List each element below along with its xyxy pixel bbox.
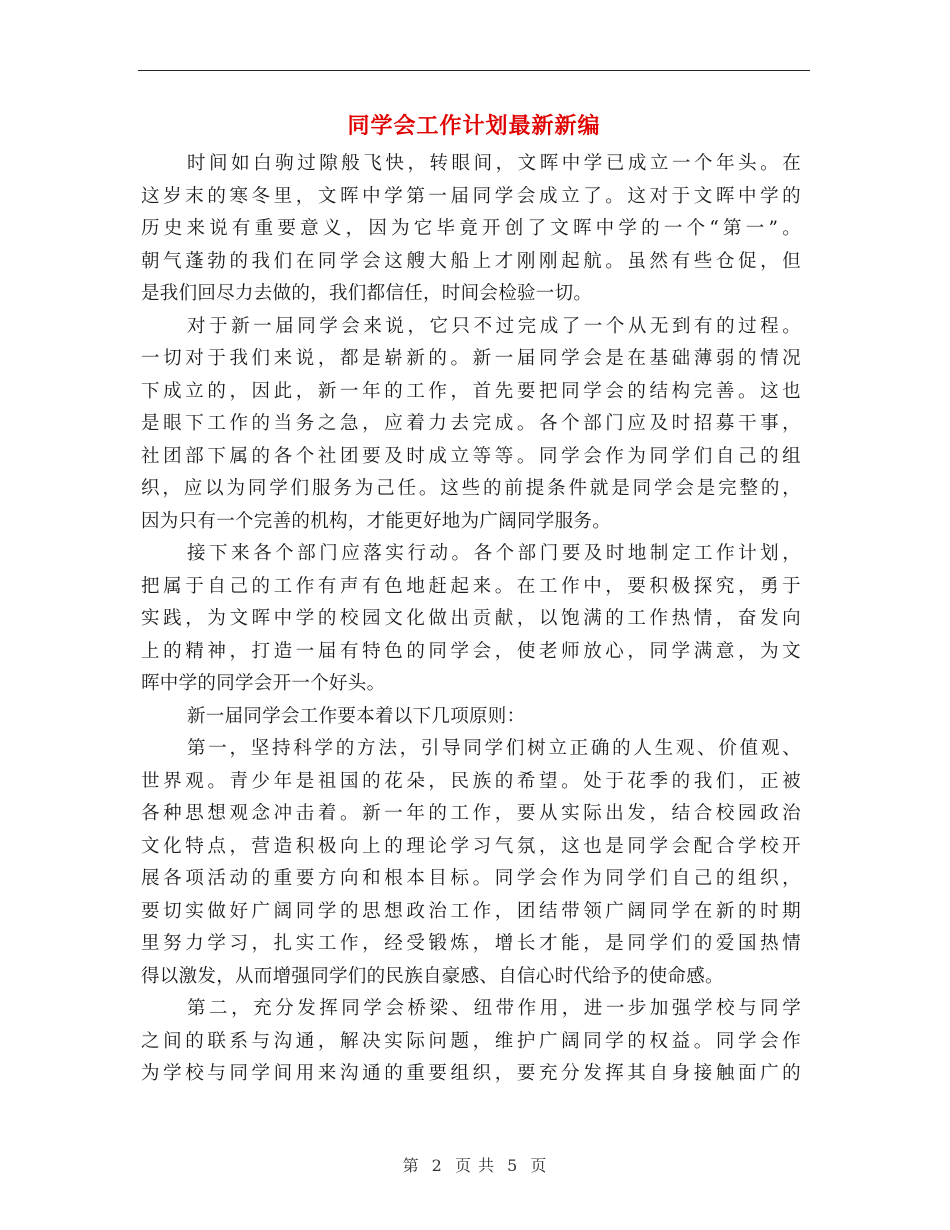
text-line: 历史来说有重要意义，因为它毕竟开创了文晖中学的一个“第一”。 (141, 218, 801, 239)
text-line: 里努力学习，扎实工作，经受锻炼，增长才能，是同学们的爱国热情 (141, 933, 801, 954)
text-line: 得以激发，从而增强同学们的民族自豪感、自信心时代给予的使命感。 (141, 965, 724, 987)
text-line: 各种思想观念冲击着。新一年的工作，要从实际出发，结合校园政治 (141, 803, 801, 824)
text-line: 社团部下属的各个社团要及时成立等等。同学会作为同学们自己的组 (141, 445, 801, 467)
document-title: 同学会工作计划最新新编 (347, 113, 601, 139)
page-footer (0, 1153, 950, 1176)
text-line: 上的精神，打造一届有特色的同学会，使老师放心，同学满意，为文 (141, 640, 801, 662)
header-rule (138, 70, 810, 71)
text-line: 是我们回尽力去做的，我们都信任，时间会检验一切。 (141, 283, 593, 304)
text-line: 第一，坚持科学的方法，引导同学们树立正确的人生观、价值观、 (187, 738, 801, 759)
text-line: 对于新一届同学会来说，它只不过完成了一个从无到有的过程。 (187, 315, 801, 337)
text-line: 实践，为文晖中学的校园文化做出贡献，以饱满的工作热情，奋发向 (141, 608, 801, 629)
text-line: 世界观。青少年是祖国的花朵，民族的希望。处于花季的我们，正被 (141, 770, 801, 792)
text-line: 新一届同学会工作要本着以下几项原则： (187, 705, 526, 727)
text-line: 之间的联系与沟通，解决实际问题，维护广阔同学的权益。同学会作 (141, 1030, 801, 1052)
footer-total-pages: 5 (507, 1156, 519, 1175)
text-line: 第二，充分发挥同学会桥梁、纽带作用，进一步加强学校与同学 (187, 998, 801, 1019)
footer-page-number: 2 (431, 1156, 443, 1175)
text-line: 晖中学的同学会开一个好头。 (141, 673, 386, 694)
document-body (141, 148, 801, 1091)
text-line: 朝气蓬勃的我们在同学会这艘大船上才刚刚起航。虽然有些仓促，但 (141, 250, 801, 272)
footer-prefix: 第 (402, 1156, 420, 1175)
text-line: 时间如白驹过隙般飞快，转眼间，文晖中学已成立一个年头。在 (187, 153, 801, 174)
text-line: 一切对于我们来说，都是崭新的。新一届同学会是在基础薄弱的情况 (141, 348, 801, 369)
text-line: 展各项活动的重要方向和根本目标。同学会作为同学们自己的组织， (141, 868, 801, 889)
text-line: 把属于自己的工作有声有色地赶起来。在工作中，要积极探究，勇于 (141, 575, 801, 597)
footer-middle: 页 共 (454, 1156, 496, 1175)
text-line: 下成立的，因此，新一年的工作，首先要把同学会的结构完善。这也 (141, 380, 801, 402)
text-line: 织，应以为同学们服务为己任。这些的前提条件就是同学会是完整的， (141, 478, 801, 499)
footer-suffix: 页 (530, 1156, 548, 1175)
text-line: 要切实做好广阔同学的思想政治工作，团结带领广阔同学在新的时期 (141, 900, 801, 922)
text-line: 文化特点，营造积极向上的理论学习气氛，这也是同学会配合学校开 (141, 835, 801, 857)
text-line: 这岁末的寒冬里，文晖中学第一届同学会成立了。这对于文晖中学的 (141, 185, 801, 207)
text-line: 接下来各个部门应落实行动。各个部门要及时地制定工作计划， (187, 543, 801, 564)
text-line: 因为只有一个完善的机构，才能更好地为广阔同学服务。 (141, 510, 612, 532)
text-line: 是眼下工作的当务之急，应着力去完成。各个部门应及时招募干事， (141, 413, 801, 434)
text-line: 为学校与同学间用来沟通的重要组织，要充分发挥其自身接触面广的 (141, 1063, 801, 1084)
